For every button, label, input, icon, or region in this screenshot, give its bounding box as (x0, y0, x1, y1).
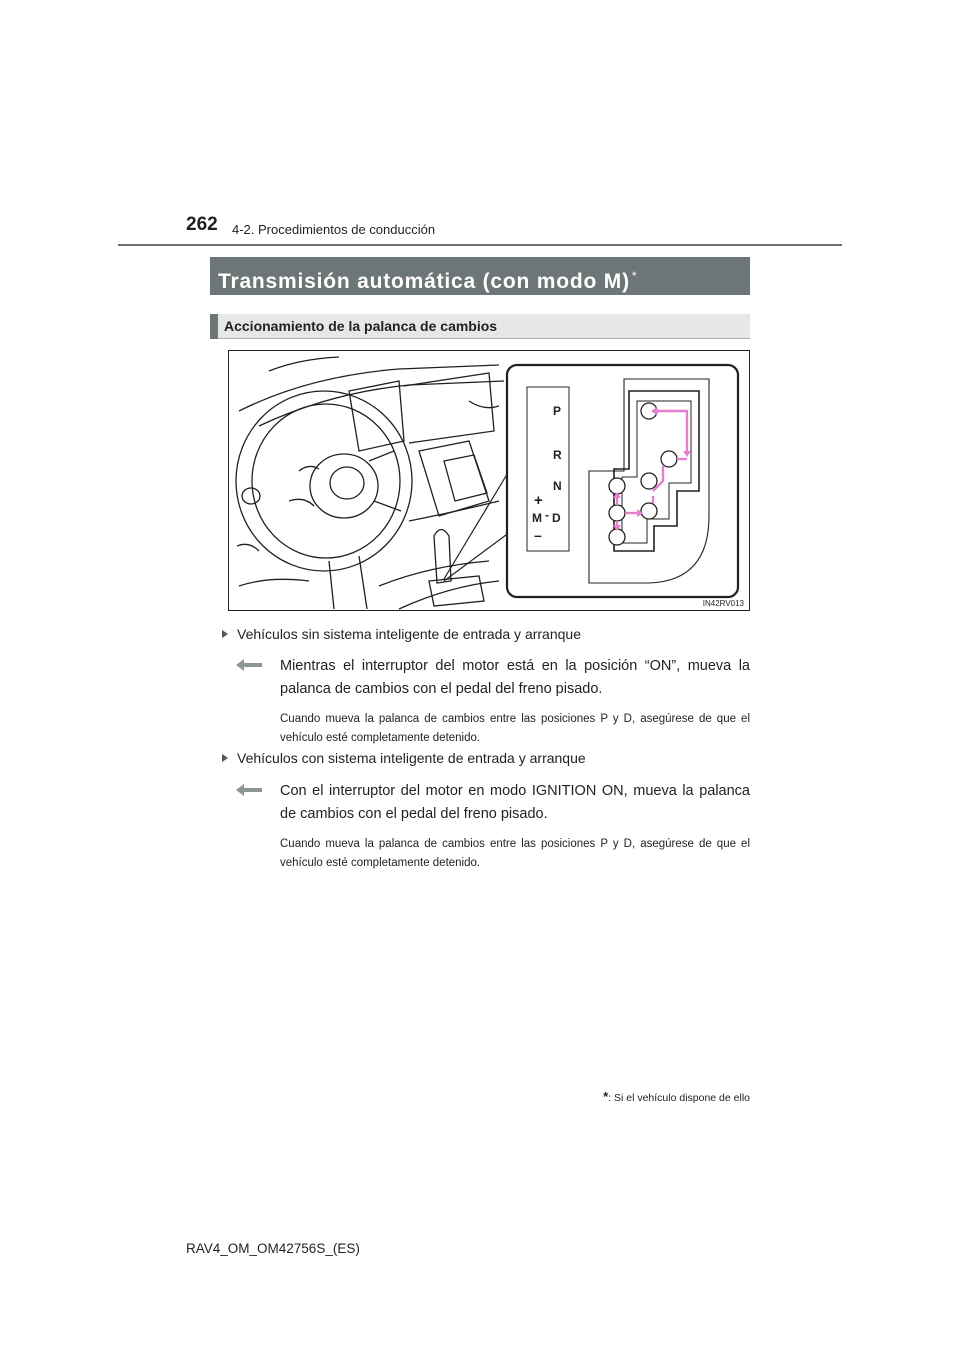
document-code: RAV4_OM_OM42756S_(ES) (186, 1241, 360, 1256)
subsection-bar (210, 314, 218, 339)
gate-label-d: D (552, 511, 561, 525)
triangle-bullet-icon (222, 630, 228, 638)
condition-text-1: Vehículos sin sistema inteligente de entrada y arranque (237, 626, 581, 642)
gate-label-n: N (553, 479, 562, 493)
footnote-star: * (603, 1089, 609, 1104)
instruction-text-2: Con el interruptor del motor en modo IGNITION ON, mueva la palanca de cambios con el pedal del freno pisado. (280, 783, 750, 822)
subsection-heading (210, 314, 750, 339)
instruction-note-1: Cuando mueva la palanca de cambios entre las posiciones P y D, asegúrese de que el vehículo esté completamente detenido. (280, 713, 750, 744)
condition-text-2: Vehículos con sistema inteligente de entrada y arranque (237, 750, 586, 766)
figure-code: IN42RV013 (702, 599, 744, 608)
dashboard-drawing (236, 357, 504, 609)
triangle-bullet-icon (222, 754, 228, 762)
shift-gate-panel (507, 365, 738, 597)
left-arrow-icon (236, 783, 262, 797)
shift-lever-figure (228, 350, 750, 611)
callout-lines (444, 471, 514, 581)
subsection-title: Accionamiento de la palanca de cambios (224, 318, 498, 334)
footnote-text: : Si el vehículo dispone de ello (608, 1092, 750, 1104)
condition-bullet-1 (222, 626, 581, 642)
gate-label-minus: – (534, 527, 542, 543)
gate-label-m: M (532, 511, 542, 525)
gate-label-plus: + (534, 492, 543, 509)
condition-bullet-2 (222, 750, 586, 766)
footnote (603, 1089, 750, 1104)
gate-label-p: P (553, 404, 562, 418)
gate-label-dash: - (545, 508, 549, 522)
chapter-title: 4-2. Procedimientos de conducción (232, 222, 436, 237)
header-divider (118, 244, 842, 246)
section-title (210, 257, 750, 295)
instruction-note-2: Cuando mueva la palanca de cambios entre las posiciones P y D, asegúrese de que el vehículo esté completamente detenido. (280, 838, 750, 869)
page-number: 262 (186, 214, 218, 235)
gate-label-r: R (553, 448, 562, 462)
left-arrow-icon (236, 658, 262, 672)
section-title-star: * (631, 269, 638, 283)
section-title-text: Transmisión automática (con modo M) (218, 270, 630, 293)
instruction-text-1: Mientras el interruptor del motor está en la posición “ON”, mueva la palanca de cambios con el pedal del freno pisado. (280, 658, 750, 697)
instruction-step-2 (236, 780, 750, 873)
instruction-step-1 (236, 655, 750, 748)
shift-lever-illustration (229, 351, 749, 610)
